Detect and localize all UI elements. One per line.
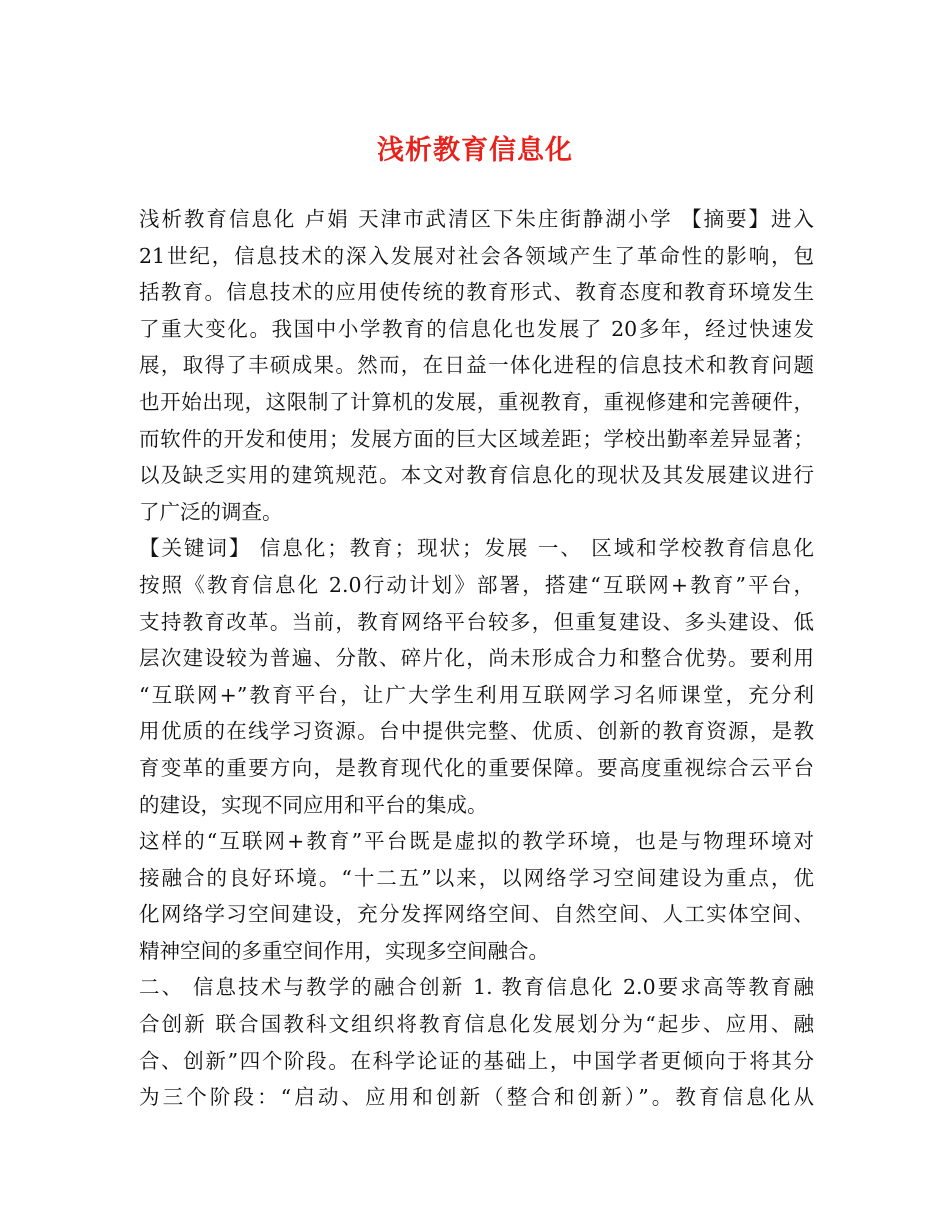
body-line: 合、创新”四个阶段。在科学论证的基础上，中国学者更倾向于将其分 <box>139 1048 814 1073</box>
body-line: 支持教育改革。当前，教育网络平台较多，但重复建设、多头建设、低 <box>139 609 814 634</box>
document-title: 浅析教育信息化 <box>377 135 573 166</box>
body-line: 而软件的开发和使用；发展方面的巨大区域差距；学校出勤率差异显著； <box>139 426 814 451</box>
body-line: 这样的“互联网+教育”平台既是虚拟的教学环境，也是与物理环境对 <box>139 829 814 854</box>
body-line: 为三个阶段：“启动、应用和创新（整合和创新）”。教育信息化从 <box>139 1085 814 1110</box>
body-line: “互联网+”教育平台，让广大学生利用互联网学习名师课堂，充分利 <box>139 682 814 707</box>
body-line: 以及缺乏实用的建筑规范。本文对教育信息化的现状及其发展建议进行 <box>139 463 814 488</box>
body-line: 二、 信息技术与教学的融合创新 1. 教育信息化 2.0要求高等教育融 <box>139 975 814 1000</box>
body-line: 了广泛的调查。 <box>139 499 283 524</box>
body-line: 育变革的重要方向，是教育现代化的重要保障。要高度重视综合云平台 <box>139 755 814 780</box>
body-line: 了重大变化。我国中小学教育的信息化也发展了 20多年，经过快速发 <box>139 316 814 341</box>
body-line: 展，取得了丰硕成果。然而，在日益一体化进程的信息技术和教育问题 <box>139 353 814 378</box>
body-line: 浅析教育信息化 卢娟 天津市武清区下朱庄街静湖小学 【摘要】进入 <box>139 207 814 231</box>
body-line: 用优质的在线学习资源。台中提供完整、优质、创新的教育资源，是教 <box>139 719 814 744</box>
body-line: 化网络学习空间建设，充分发挥网络空间、自然空间、人工实体空间、 <box>139 902 814 927</box>
body-line: 括教育。信息技术的应用使传统的教育形式、教育态度和教育环境发生 <box>139 280 814 305</box>
body-line: 21世纪，信息技术的深入发展对社会各领域产生了革命性的影响，包 <box>139 243 814 268</box>
body-line: 的建设，实现不同应用和平台的集成。 <box>139 792 488 817</box>
body-line: 按照《教育信息化 2.0行动计划》部署，搭建“互联网+教育”平台， <box>139 572 814 597</box>
body-line: 精神空间的多重空间作用，实现多空间融合。 <box>139 938 549 963</box>
body-line: 也开始出现，这限制了计算机的发展，重视教育，重视修建和完善硬件， <box>139 389 814 414</box>
document-body <box>139 201 814 1116</box>
body-line: 【关键词】 信息化；教育；现状；发展 一、 区域和学校教育信息化 <box>139 536 814 561</box>
body-line: 接融合的良好环境。“十二五”以来，以网络学习空间建设为重点，优 <box>139 865 814 890</box>
body-line: 层次建设较为普遍、分散、碎片化，尚未形成合力和整合优势。要利用 <box>139 646 814 671</box>
body-line: 合创新 联合国教科文组织将教育信息化发展划分为“起步、应用、融 <box>139 1012 814 1037</box>
